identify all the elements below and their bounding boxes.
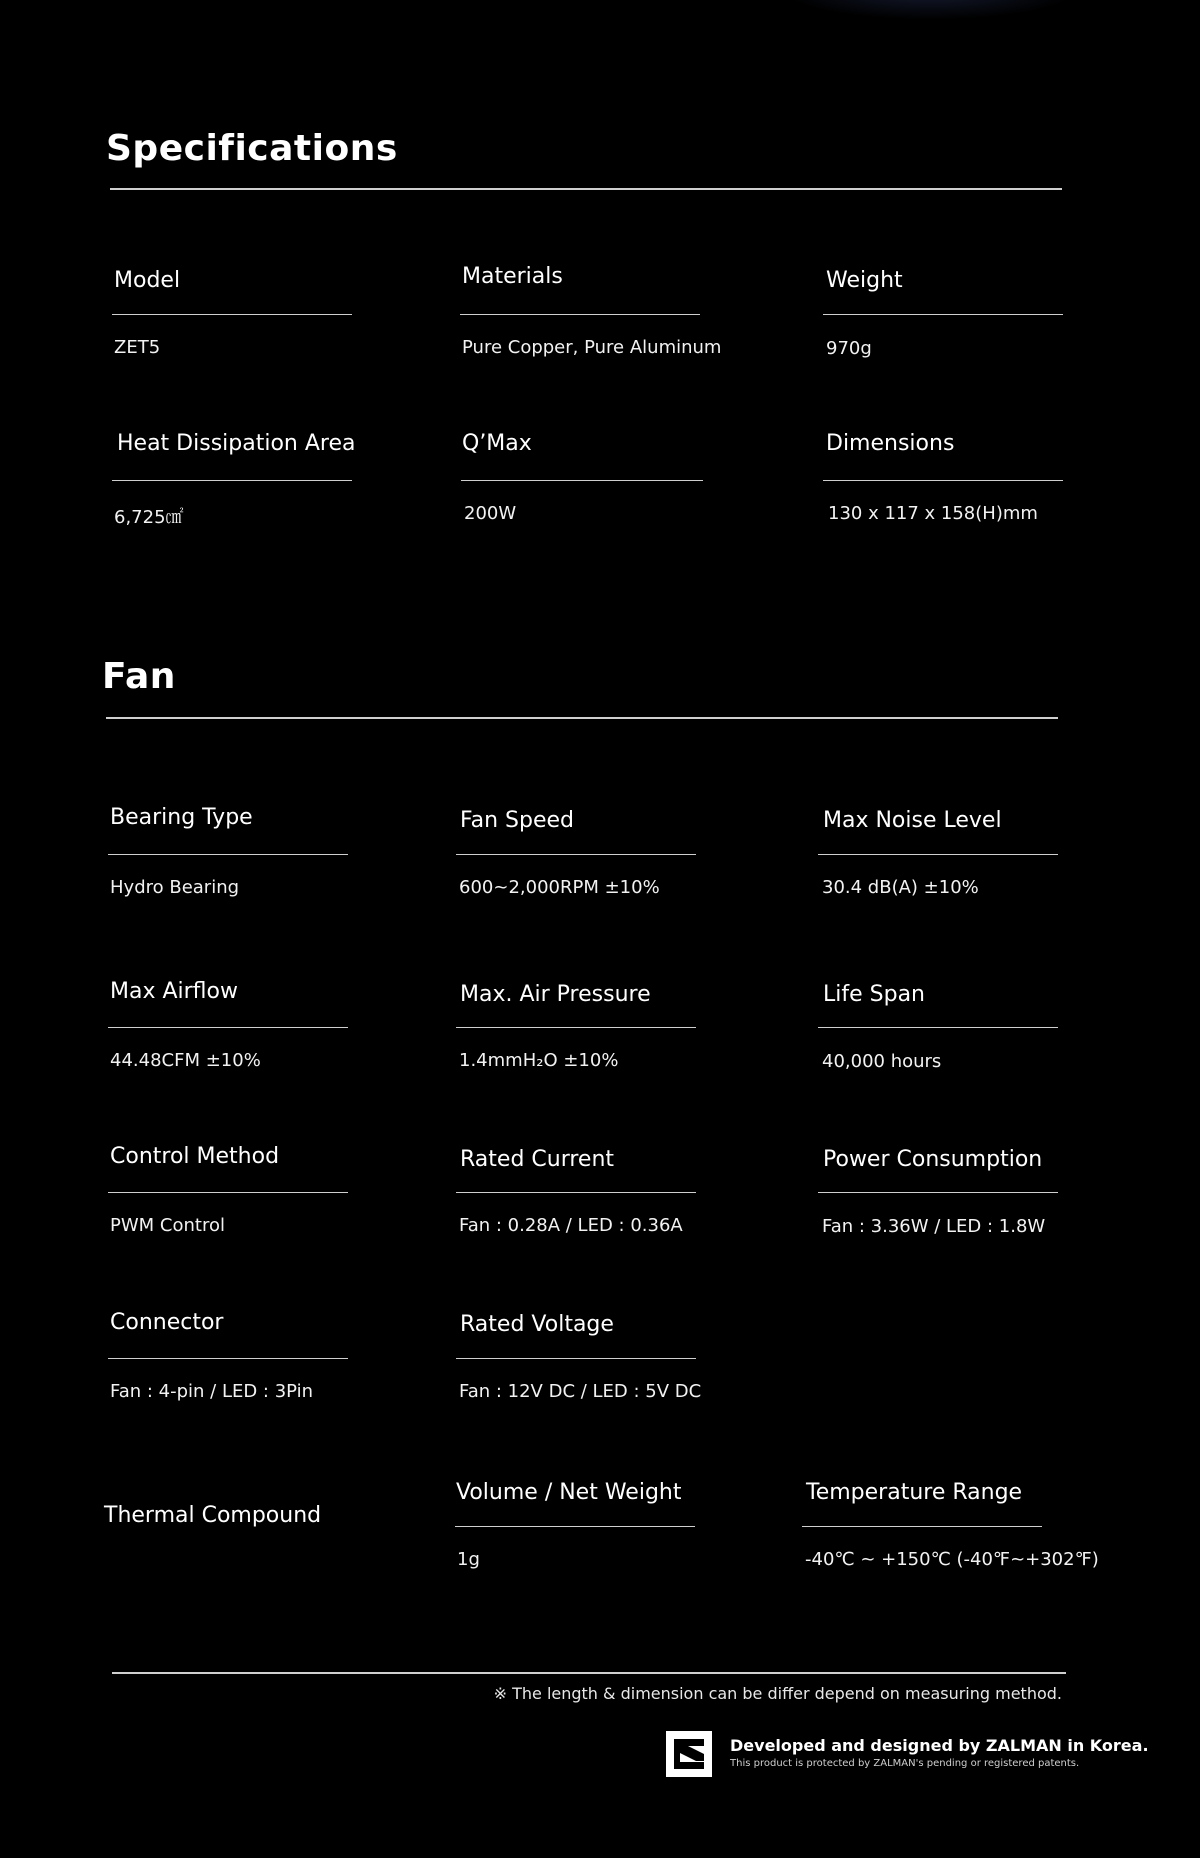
fan-label-life-span: Life Span (823, 982, 925, 1007)
fan-label-bearing-type: Bearing Type (110, 805, 253, 830)
footer-note: ※ The length & dimension can be differ depend on measuring method. (493, 1684, 1062, 1703)
section-title-fan: Fan (102, 656, 176, 697)
fan-value-fan-speed: 600~2,000RPM ±10% (459, 877, 660, 898)
spec-underline (823, 480, 1063, 481)
spec-underline (108, 1358, 348, 1359)
patent-text: This product is protected by ZALMAN's pending or registered patents. (730, 1758, 1080, 1769)
section-divider (106, 717, 1058, 719)
spec-label-heat-dissipation-area: Heat Dissipation Area (117, 431, 356, 456)
fan-value-power-consumption: Fan : 3.36W / LED : 1.8W (822, 1216, 1046, 1237)
spec-underline (112, 480, 352, 481)
spec-underline (108, 1192, 348, 1193)
spec-underline (108, 1027, 348, 1028)
spec-underline (112, 314, 352, 315)
fan-value-max-airflow: 44.48CFM ±10% (110, 1050, 261, 1071)
spec-underline (823, 314, 1063, 315)
thermal-value-temperature-range: -40℃ ~ +150℃ (-40℉~+302℉) (805, 1549, 1099, 1570)
spec-underline (461, 480, 703, 481)
spec-underline (456, 1192, 696, 1193)
fan-value-rated-voltage: Fan : 12V DC / LED : 5V DC (459, 1381, 702, 1402)
fan-value-connector: Fan : 4-pin / LED : 3Pin (110, 1381, 314, 1402)
fan-label-fan-speed: Fan Speed (460, 808, 575, 833)
spec-underline (818, 1192, 1058, 1193)
spec-value-heat-dissipation-area: 6,725㎠ (114, 507, 184, 528)
fan-label-rated-voltage: Rated Voltage (460, 1312, 614, 1337)
section-title-thermal-compound: Thermal Compound (104, 1503, 322, 1528)
background-glow (780, 0, 1080, 20)
fan-label-control-method: Control Method (110, 1144, 280, 1169)
fan-label-max-noise-level: Max Noise Level (823, 808, 1002, 833)
spec-underline (818, 1027, 1058, 1028)
thermal-label-volume-net-weight: Volume / Net Weight (456, 1480, 682, 1505)
fan-label-max-airflow: Max Airflow (110, 979, 238, 1004)
footer-divider (112, 1672, 1066, 1674)
spec-underline (818, 854, 1058, 855)
thermal-label-temperature-range: Temperature Range (806, 1480, 1023, 1505)
section-divider (110, 188, 1062, 190)
fan-value-control-method: PWM Control (110, 1215, 225, 1236)
fan-value-life-span: 40,000 hours (822, 1051, 942, 1072)
spec-value-dimensions: 130 x 117 x 158(H)mm (828, 503, 1038, 524)
spec-underline (802, 1526, 1042, 1527)
developed-by-text: Developed and designed by ZALMAN in Korea. (730, 1736, 1149, 1755)
fan-value-max-noise-level: 30.4 dB(A) ±10% (822, 877, 979, 898)
spec-underline (455, 1526, 695, 1527)
spec-label-dimensions: Dimensions (826, 431, 955, 456)
fan-label-connector: Connector (110, 1310, 224, 1335)
spec-value-materials: Pure Copper, Pure Aluminum (462, 337, 722, 358)
fan-label-rated-current: Rated Current (460, 1147, 615, 1172)
fan-value-rated-current: Fan : 0.28A / LED : 0.36A (459, 1215, 683, 1236)
fan-label-max-air-pressure: Max. Air Pressure (460, 982, 651, 1007)
spec-label-qmax: Q’Max (462, 431, 532, 456)
spec-label-weight: Weight (826, 268, 903, 293)
spec-value-weight: 970g (826, 338, 872, 359)
fan-value-max-air-pressure: 1.4mmH₂O ±10% (459, 1050, 619, 1071)
section-title-specifications: Specifications (106, 128, 398, 169)
spec-value-model: ZET5 (114, 337, 161, 358)
spec-underline (456, 1358, 696, 1359)
spec-underline (108, 854, 348, 855)
fan-label-power-consumption: Power Consumption (823, 1147, 1043, 1172)
zalman-logo-icon (666, 1731, 712, 1777)
spec-value-qmax: 200W (464, 503, 517, 524)
spec-underline (456, 1027, 696, 1028)
spec-underline (456, 854, 696, 855)
spec-label-materials: Materials (462, 264, 563, 289)
thermal-value-volume-net-weight: 1g (457, 1549, 480, 1570)
spec-label-model: Model (114, 268, 181, 293)
fan-value-bearing-type: Hydro Bearing (110, 877, 240, 898)
spec-underline (460, 314, 700, 315)
